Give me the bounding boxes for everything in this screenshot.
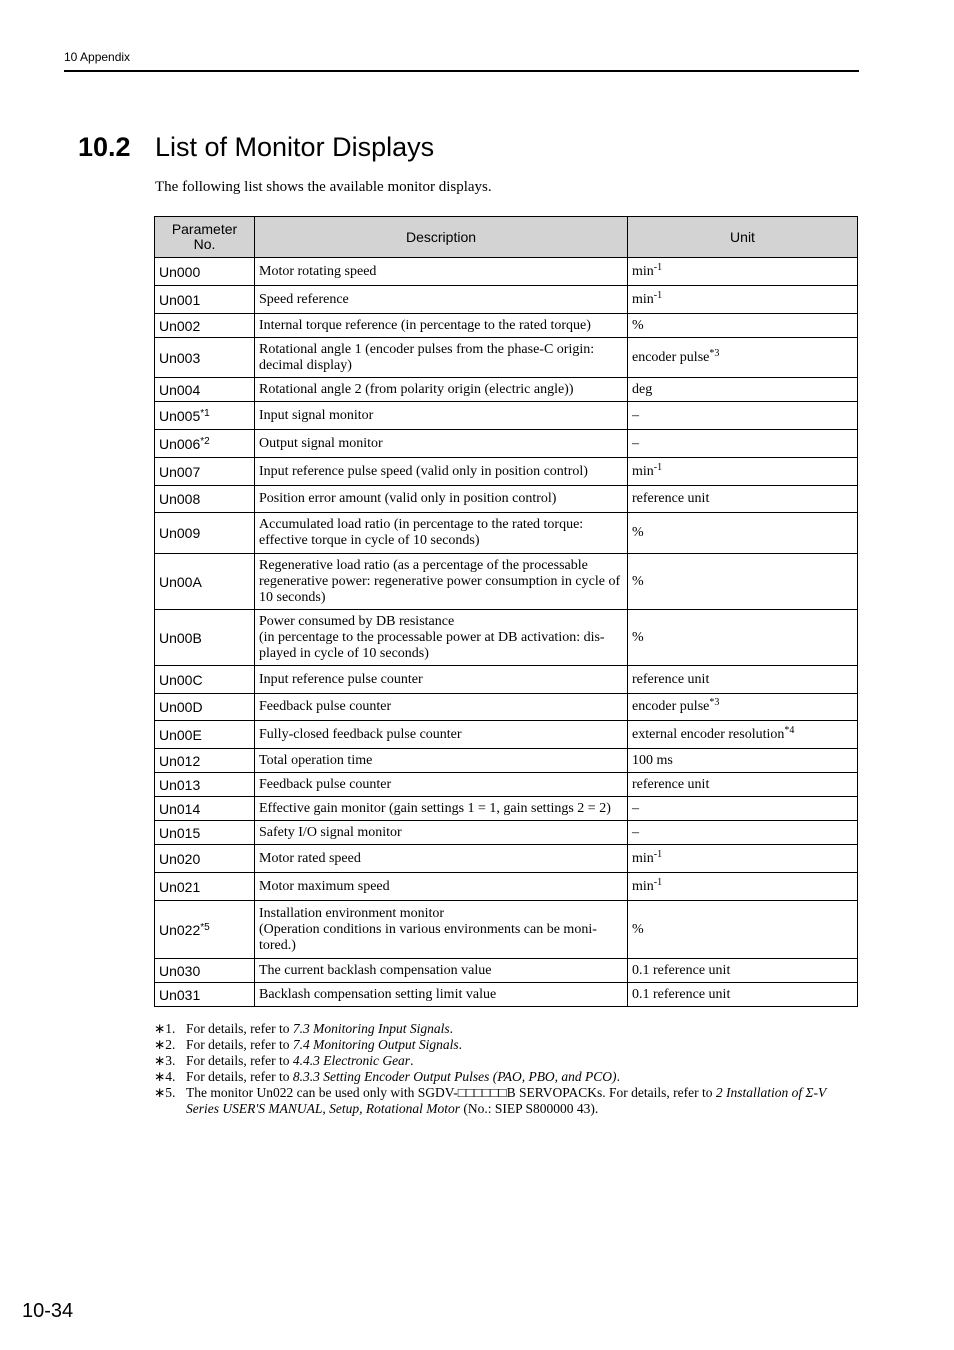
cell-description: [255, 314, 628, 338]
cell-unit-superscript: *3: [709, 697, 720, 708]
table-row: [155, 286, 858, 314]
cell-parameter-no: [155, 314, 255, 338]
cell-unit-superscript: -1: [653, 848, 663, 860]
cell-unit-text: %: [632, 317, 644, 333]
cell-parameter-no-text: Un00D: [159, 699, 203, 715]
cell-description-text: Fully-closed feedback pulse counter: [259, 726, 462, 742]
cell-unit-text: %: [632, 525, 644, 540]
cell-unit: [628, 845, 858, 873]
cell-parameter-no-text: Un00B: [159, 629, 202, 646]
footnote-body: [186, 1069, 859, 1085]
cell-parameter-no: [155, 402, 255, 430]
footnote-text-end: .: [449, 1021, 453, 1036]
table-header-row: [155, 217, 858, 258]
table-row: [155, 513, 858, 554]
cell-description: [255, 458, 628, 486]
footnote-mark: ∗5.: [154, 1085, 176, 1100]
cell-unit-text: –: [632, 800, 639, 816]
cell-parameter-no: [155, 486, 255, 513]
cell-description: [255, 402, 628, 430]
cell-unit: [628, 694, 858, 721]
cell-parameter-no: [155, 554, 255, 610]
cell-description-text: Regenerative load ratio (as a percentage of the processable regenerative power: regenerative power consumption in cycle of 10 seconds): [259, 557, 621, 605]
cell-parameter-no: [155, 338, 255, 378]
footnote-mark: ∗2.: [154, 1037, 176, 1052]
cell-parameter-no: [155, 983, 255, 1007]
footnote: [154, 1021, 859, 1037]
cell-unit-text: –: [632, 407, 639, 423]
cell-parameter-no: [155, 873, 255, 901]
table-row: [155, 901, 858, 959]
cell-parameter-no: [155, 666, 255, 694]
cell-description-text: Speed reference: [259, 291, 349, 307]
cell-unit-text: %: [632, 573, 644, 589]
cell-parameter-no-text: Un005: [159, 407, 201, 424]
cell-description-text: Input signal monitor: [259, 407, 374, 423]
cell-parameter-no: [155, 378, 255, 402]
cell-unit: [628, 258, 858, 286]
footnote-text-end: (No.: SIEP S800000 43).: [460, 1101, 599, 1116]
table-row: [155, 821, 858, 845]
cell-unit-text: deg: [632, 381, 653, 397]
cell-parameter-no-text: Un007: [159, 463, 201, 480]
cell-parameter-no-superscript: *5: [200, 921, 210, 933]
table-row: [155, 430, 858, 458]
cell-parameter-no-text: Un020: [159, 850, 201, 867]
cell-description-text: Input reference pulse speed (valid only in position control): [259, 463, 588, 479]
cell-description: [255, 554, 628, 610]
table-row: [155, 258, 858, 286]
cell-description: [255, 959, 628, 983]
cell-description-text: Feedback pulse counter: [259, 776, 392, 792]
cell-unit: [628, 338, 858, 378]
cell-description: [255, 338, 628, 378]
cell-parameter-no: [155, 845, 255, 873]
cell-unit: [628, 286, 858, 314]
footnote-reference-link[interactable]: 2 Installation of Σ-V Series USER'S MANUAL, Setup, Rotational Motor: [186, 1085, 826, 1116]
cell-description: [255, 845, 628, 873]
header-parameter-no: Parameter No.: [155, 217, 255, 258]
cell-unit-text: –: [632, 435, 639, 451]
cell-parameter-no: [155, 258, 255, 286]
footnote-text-end: .: [458, 1037, 462, 1052]
cell-parameter-no-text: Un009: [159, 525, 201, 541]
cell-unit-text: –: [632, 824, 639, 840]
footnote-reference-link[interactable]: 7.4 Monitoring Output Signals: [292, 1037, 459, 1052]
cell-description: [255, 378, 628, 402]
footnote-mark: ∗3.: [154, 1053, 176, 1068]
cell-description: [255, 513, 628, 554]
footnote-text-end: .: [410, 1053, 414, 1068]
section-number: 10.2: [78, 132, 131, 162]
footnote-reference-link[interactable]: 8.3.3 Setting Encoder Output Pulses (PAO, PBO, and PCO): [292, 1069, 617, 1084]
cell-unit-superscript: -1: [653, 289, 663, 301]
table-row: [155, 773, 858, 797]
cell-unit-text: %: [632, 629, 644, 645]
cell-description: [255, 430, 628, 458]
cell-parameter-no: [155, 721, 255, 749]
footnote: [154, 1069, 859, 1085]
table-row: [155, 486, 858, 513]
cell-description-text: The current backlash compensation value: [259, 962, 492, 978]
cell-unit: [628, 378, 858, 402]
cell-unit-text: reference unit: [632, 491, 710, 506]
cell-unit-superscript: *4: [784, 724, 795, 736]
cell-description-text: Position error amount (valid only in position control): [259, 491, 557, 506]
footnote-mark: ∗4.: [154, 1069, 176, 1084]
cell-description-text: Accumulated load ratio (in percentage to the rated torque: effective torque in cycle of 10 seconds): [259, 517, 584, 548]
cell-unit-text: reference unit: [632, 776, 710, 792]
footnote: [154, 1085, 859, 1117]
cell-unit: [628, 314, 858, 338]
cell-parameter-no-text: Un021: [159, 878, 201, 895]
footnote-body: [186, 1053, 859, 1069]
cell-unit-text: min: [632, 463, 654, 479]
cell-parameter-no-text: Un00E: [159, 726, 202, 743]
cell-unit: [628, 821, 858, 845]
cell-unit-text: min: [632, 878, 654, 894]
cell-unit: [628, 666, 858, 694]
cell-parameter-no-superscript: *1: [200, 407, 210, 419]
cell-parameter-no: [155, 797, 255, 821]
cell-unit: [628, 402, 858, 430]
cell-parameter-no: [155, 694, 255, 721]
cell-unit: [628, 721, 858, 749]
cell-unit-superscript: -1: [653, 261, 663, 273]
cell-parameter-no-text: Un030: [159, 962, 201, 979]
cell-unit: [628, 610, 858, 666]
cell-unit-text: encoder pulse: [632, 699, 710, 714]
section-title: List of Monitor Displays: [155, 132, 435, 162]
cell-parameter-no-text: Un012: [159, 752, 201, 769]
cell-description: [255, 721, 628, 749]
cell-description-text: Power consumed by DB resistance (in percentage to the processable power at DB activation: dis-played in cycle of 10 seconds): [259, 613, 605, 661]
cell-description-text: Motor rotating speed: [259, 263, 377, 279]
cell-parameter-no: [155, 513, 255, 554]
cell-unit: [628, 797, 858, 821]
cell-parameter-no-text: Un003: [159, 349, 201, 366]
cell-unit-superscript: -1: [653, 876, 663, 888]
cell-unit: [628, 873, 858, 901]
cell-description: [255, 773, 628, 797]
cell-description-text: Effective gain monitor (gain settings 1 = 1, gain settings 2 = 2): [259, 800, 611, 816]
table-row: [155, 845, 858, 873]
cell-parameter-no-text: Un014: [159, 800, 201, 817]
cell-description: [255, 749, 628, 773]
table-row: [155, 378, 858, 402]
cell-description: [255, 694, 628, 721]
cell-unit: [628, 554, 858, 610]
cell-unit-text: min: [632, 263, 654, 279]
footnote-body: [186, 1037, 859, 1053]
cell-unit-text: 0.1 reference unit: [632, 962, 731, 978]
table-row: [155, 458, 858, 486]
table-row: [155, 797, 858, 821]
footnote-body: [186, 1085, 859, 1117]
cell-description-text: Input reference pulse counter: [259, 671, 423, 687]
cell-description-text: Rotational angle 1 (encoder pulses from the phase-C origin: decimal display): [259, 341, 595, 373]
cell-parameter-no: [155, 749, 255, 773]
cell-description-text: Feedback pulse counter: [259, 699, 392, 714]
cell-unit: [628, 773, 858, 797]
cell-parameter-no-text: Un031: [159, 986, 201, 1003]
cell-parameter-no: [155, 458, 255, 486]
cell-unit-text: external encoder resolution: [632, 726, 785, 742]
cell-description: [255, 983, 628, 1007]
cell-unit-text: %: [632, 921, 644, 937]
cell-unit: [628, 430, 858, 458]
table-row: [155, 749, 858, 773]
cell-parameter-no-text: Un00C: [159, 671, 203, 688]
cell-parameter-no-text: Un008: [159, 491, 201, 507]
table-row: [155, 721, 858, 749]
cell-description-text: Output signal monitor: [259, 435, 383, 451]
footnote: [154, 1053, 859, 1069]
cell-parameter-no-text: Un006: [159, 435, 201, 452]
cell-description-text: Backlash compensation setting limit value: [259, 986, 497, 1002]
table-row: [155, 338, 858, 378]
cell-unit-text: 0.1 reference unit: [632, 986, 731, 1002]
cell-parameter-no-text: Un001: [159, 291, 201, 308]
cell-unit-text: 100 ms: [632, 752, 673, 768]
cell-parameter-no: [155, 773, 255, 797]
intro-paragraph: The following list shows the available monitor displays.: [155, 179, 492, 195]
table-row: [155, 402, 858, 430]
cell-description-text: Motor maximum speed: [259, 878, 390, 894]
cell-unit: [628, 959, 858, 983]
footnote-text: For details, refer to: [186, 1037, 293, 1052]
cell-unit-superscript: -1: [653, 461, 663, 473]
cell-parameter-no: [155, 901, 255, 959]
header-rule: [64, 70, 859, 72]
footnote-text: For details, refer to: [186, 1069, 293, 1084]
cell-parameter-no: [155, 430, 255, 458]
table-row: [155, 959, 858, 983]
cell-unit-text: encoder pulse: [632, 349, 710, 365]
cell-description: [255, 486, 628, 513]
cell-parameter-no-text: Un013: [159, 776, 201, 793]
cell-description-text: Rotational angle 2 (from polarity origin (electric angle)): [259, 381, 574, 397]
cell-parameter-no: [155, 959, 255, 983]
footnote-text-end: .: [616, 1069, 620, 1084]
header-unit: Unit: [628, 217, 858, 258]
header-description: Description: [255, 217, 628, 258]
cell-parameter-no: [155, 286, 255, 314]
table-row: [155, 314, 858, 338]
cell-unit-text: reference unit: [632, 671, 710, 687]
footnote-reference-link[interactable]: 4.4.3 Electronic Gear: [292, 1053, 411, 1068]
footnote-reference-link[interactable]: 7.3 Monitoring Input Signals: [292, 1021, 450, 1036]
monitor-table: [154, 216, 858, 1007]
cell-unit: [628, 983, 858, 1007]
cell-unit-text: min: [632, 291, 654, 307]
cell-parameter-no-text: Un002: [159, 317, 201, 334]
cell-description-text: Internal torque reference (in percentage to the rated torque): [259, 317, 591, 333]
cell-description: [255, 873, 628, 901]
cell-description-text: Motor rated speed: [259, 850, 361, 866]
cell-parameter-no-superscript: *2: [200, 435, 210, 447]
cell-description: [255, 797, 628, 821]
footnote-mark: ∗1.: [154, 1021, 176, 1036]
table-row: [155, 873, 858, 901]
cell-description: [255, 258, 628, 286]
footnote-text: The monitor Un022 can be used only with SGDV-□□□□□□B SERVOPACKs. For details, refer to: [186, 1085, 716, 1100]
cell-parameter-no-text: Un00A: [159, 573, 202, 590]
table-row: [155, 610, 858, 666]
footnote-text: For details, refer to: [186, 1053, 293, 1068]
table-row: [155, 554, 858, 610]
cell-description: [255, 821, 628, 845]
footnote-text: For details, refer to: [186, 1021, 293, 1036]
cell-unit: [628, 513, 858, 554]
footnotes: [154, 1021, 859, 1117]
cell-description: [255, 286, 628, 314]
footnote: [154, 1037, 859, 1053]
cell-description-text: Safety I/O signal monitor: [259, 824, 402, 840]
cell-unit: [628, 901, 858, 959]
cell-unit: [628, 486, 858, 513]
cell-parameter-no-text: Un022: [159, 921, 201, 938]
table-row: [155, 983, 858, 1007]
cell-parameter-no-text: Un015: [159, 824, 201, 841]
cell-unit: [628, 458, 858, 486]
footnote-body: [186, 1021, 859, 1037]
cell-description: [255, 901, 628, 959]
cell-parameter-no: [155, 610, 255, 666]
cell-parameter-no-text: Un000: [159, 263, 201, 280]
table-row: [155, 694, 858, 721]
cell-description-text: Total operation time: [259, 752, 373, 768]
running-header: 10 Appendix: [64, 50, 131, 64]
cell-parameter-no: [155, 821, 255, 845]
cell-description: [255, 610, 628, 666]
cell-description-text: Installation environment monitor (Operation conditions in various environments can be moni-tored.): [259, 905, 597, 953]
cell-unit: [628, 749, 858, 773]
cell-parameter-no-text: Un004: [159, 381, 201, 398]
table-row: [155, 666, 858, 694]
cell-unit-superscript: *3: [709, 347, 720, 359]
cell-description: [255, 666, 628, 694]
page-number: 10-34: [22, 1300, 74, 1322]
cell-unit-text: min: [632, 850, 654, 866]
